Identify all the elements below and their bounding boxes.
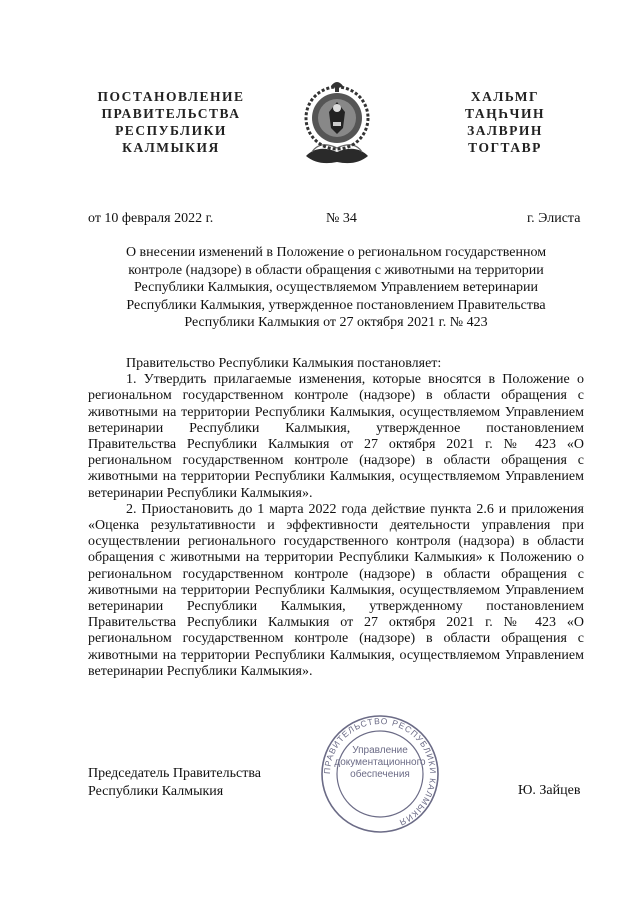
header-left-line: РЕСПУБЛИКИ [115,123,227,138]
stamp-line: Управление [352,745,408,756]
header-right-line: ТАҢҺЧИН [465,106,545,121]
header-right [450,88,560,156]
header-left [96,88,246,156]
document-meta [0,211,640,231]
header-left-line: ПОСТАНОВЛЕНИЕ [97,89,245,104]
signature-position-line: Председатель Правительства [88,766,261,781]
paragraph-2: 2. Приостановить до 1 марта 2022 года действие пункта 2.6 и приложения «Оценка результативности и эффективности деятельности управления при осуществлении регионального государственного контроля (надзора) в области обращения с животными на территории Республики Калмыкия» к Положению о региональном государственном контроле (надзоре) в области обращения с животными на территории Республики Калмыкия, осуществляемом Управлением ветеринарии Республики Калмыкия, утвержденному постановлением Правительства Республики Калмыкия от 27 октября 2021 г. № 423 «О региональном государственном контроле (надзоре) в области обращения с животными на территории Республики Калмыкия, осуществляемом Управлением ветеринарии Республики Калмыкия». [88,501,584,679]
stamp-line: обеспечения [350,769,410,780]
document-body [88,356,584,680]
document-title: О внесении изменений в Положение о региональном государственном контроле (надзоре) в области обращения с животными на территории Республики Калмыкия, осуществляемом Управлением ветеринарии Республики Калмыкия, утвержденное постановлением Правительства Республики Калмыкия от 27 октября 2021 г. № 423 [125,245,547,330]
stamp-ring-text: ПРАВИТЕЛЬСТВО РЕСПУБЛИКИ КАЛМЫКИЯ [321,715,439,829]
document-city: г. Элиста [527,211,581,226]
document-number: № 34 [326,211,357,226]
stamp-center-text [334,745,426,781]
signature-position [88,765,261,801]
signature-position-line: Республики Калмыкия [88,784,224,799]
signer-name: Ю. Зайцев [518,783,581,798]
stamp-line: документационного [334,757,426,768]
header-left-line: ПРАВИТЕЛЬСТВА [101,106,241,121]
decree-line: Правительство Республики Калмыкия постановляет: [126,356,442,371]
coat-of-arms-emblem [298,78,376,170]
header-right-line: ЗАЛВРИН [467,123,543,138]
header-left-line: КАЛМЫКИЯ [122,140,220,155]
header-right-line: ХАЛЬМГ [470,89,540,104]
document-date: от 10 февраля 2022 г. [88,211,214,226]
paragraph-1: 1. Утвердить прилагаемые изменения, которые вносятся в Положение о региональном государственном контроле (надзоре) в области обращения с животными на территории Республики Калмыкия, осуществляемом Управлением ветеринарии Республики Калмыкия, утвержденное постановлением Правительства Республики Калмыкия от 27 октября 2021 г. № 423 «О региональном государственном контроле (надзоре) в области обращения с животными на территории Республики Калмыкия, осуществляемом Управлением ветеринарии Республики Калмыкия». [88,372,584,501]
header-right-line: ТОГТАВР [468,140,542,155]
